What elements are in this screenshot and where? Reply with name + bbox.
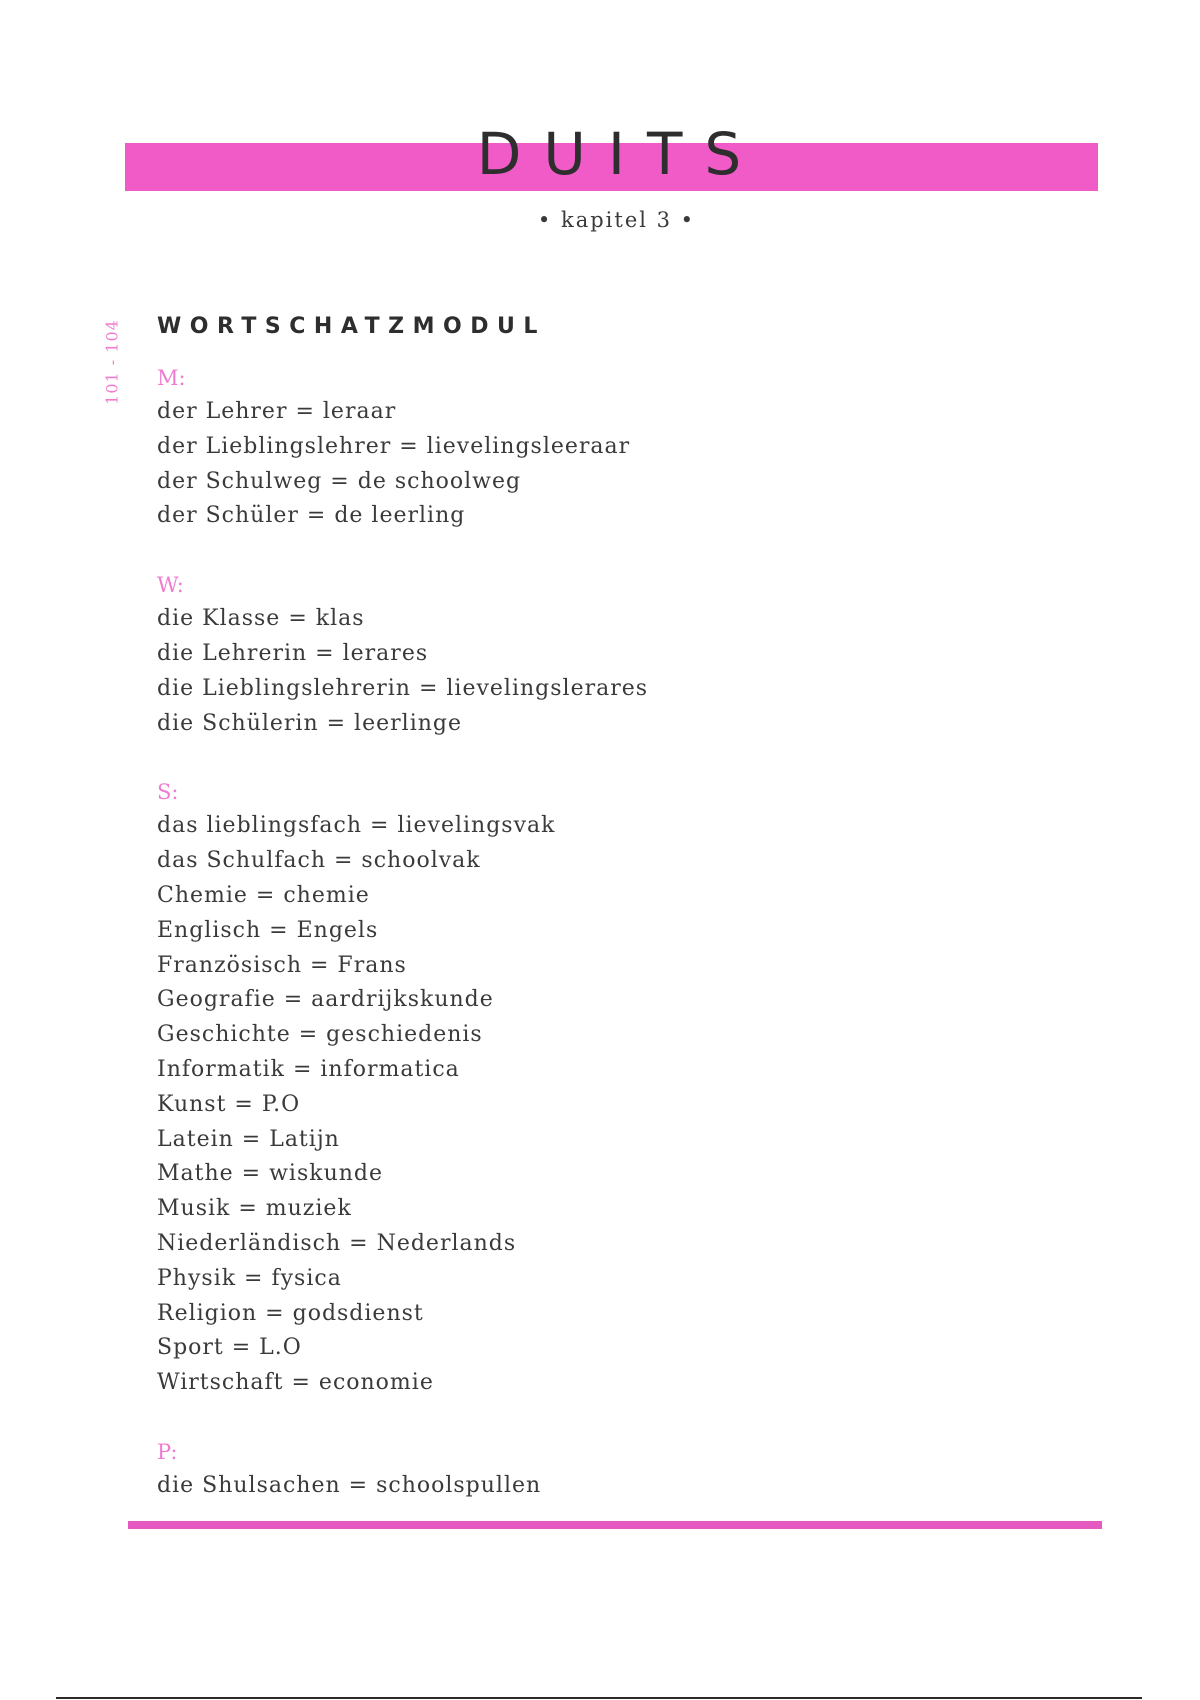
vocabulary-group — [157, 569, 1057, 741]
vocabulary-entry: die Klasse = klas — [157, 606, 365, 632]
vocabulary-entry: Physik = fysica — [157, 1265, 342, 1291]
group-label: S: — [157, 780, 179, 805]
vocabulary-entry: der Schulweg = de schoolweg — [157, 468, 522, 494]
vocabulary-entry: Informatik = informatica — [157, 1056, 460, 1082]
group-label: P: — [157, 1439, 178, 1464]
vocabulary-entry: die Lieblingslehrerin = lievelingslerares — [157, 675, 649, 701]
vocabulary-group — [157, 776, 1057, 1401]
vocabulary-group — [157, 1436, 1057, 1504]
vocabulary-entry: Musik = muziek — [157, 1196, 352, 1222]
vocabulary-entry: Französisch = Frans — [157, 952, 407, 978]
vocabulary-entry: der Lieblingslehrer = lievelingsleeraar — [157, 433, 631, 459]
page-title: DUITS — [476, 120, 764, 188]
vocabulary-entry: Geografie = aardrijkskunde — [157, 987, 494, 1013]
vocabulary-entry: der Schüler = de leerling — [157, 503, 466, 529]
vocabulary-group — [157, 362, 1057, 534]
footer-accent-bar — [128, 1521, 1102, 1529]
page-subtitle: • kapitel 3 • — [537, 208, 696, 232]
page-range-label: 101 - 104 — [102, 319, 122, 405]
vocabulary-entry: die Lehrerin = lerares — [157, 640, 429, 666]
bottom-divider — [56, 1697, 1142, 1699]
group-label: W: — [157, 573, 184, 598]
vocabulary-entry: Chemie = chemie — [157, 882, 370, 908]
vocabulary-groups — [157, 362, 1057, 1504]
vocabulary-entry: das Schulfach = schoolvak — [157, 848, 481, 874]
vocabulary-entry: die Shulsachen = schoolspullen — [157, 1472, 542, 1498]
vocabulary-entry: das lieblingsfach = lievelingsvak — [157, 813, 556, 839]
vocabulary-entry: Niederländisch = Nederlands — [157, 1230, 517, 1256]
vocabulary-entry: Geschichte = geschiedenis — [157, 1022, 483, 1048]
vocabulary-entry: Latein = Latijn — [157, 1126, 340, 1152]
vocabulary-entry: Sport = L.O — [157, 1335, 302, 1361]
vocabulary-entry: Mathe = wiskunde — [157, 1161, 384, 1187]
vocabulary-entry: Englisch = Engels — [157, 917, 379, 943]
vocabulary-entry: die Schülerin = leerlinge — [157, 710, 462, 736]
vocabulary-entry: der Lehrer = leraar — [157, 399, 397, 424]
vocabulary-content — [157, 308, 1057, 1539]
vocabulary-entry: Wirtschaft = economie — [157, 1370, 434, 1396]
group-label: M: — [157, 366, 186, 390]
section-heading: WORTSCHATZMODUL — [157, 314, 546, 339]
vocabulary-entry: Religion = godsdienst — [157, 1300, 424, 1326]
vocabulary-entry: Kunst = P.O — [157, 1091, 301, 1117]
